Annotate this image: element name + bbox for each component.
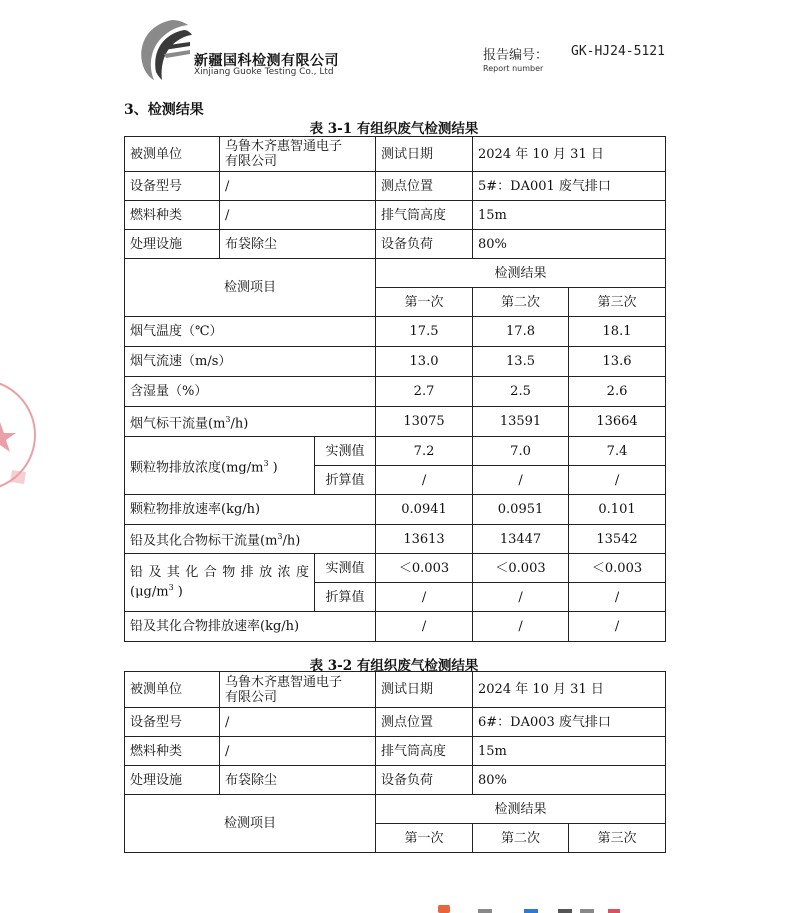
cell-value: / — [569, 612, 666, 642]
facility-value: 布袋除尘 — [220, 230, 376, 259]
report-number-label: 报告编号： — [483, 48, 549, 63]
height-label: 排气筒高度 — [376, 737, 473, 766]
row-label: 颗粒物排放速率(kg/h) — [125, 495, 376, 525]
model-label: 设备型号 — [125, 172, 220, 201]
table-row — [125, 708, 666, 737]
run-1-header: 第一次 — [376, 824, 473, 853]
cell-value: / — [473, 466, 569, 495]
fuel-value: / — [220, 737, 376, 766]
item-header: 检测项目 — [125, 795, 376, 853]
cell-value: / — [376, 612, 473, 642]
run-3-header: 第三次 — [569, 824, 666, 853]
load-value: 80% — [473, 230, 666, 259]
result-header: 检测结果 — [376, 795, 666, 824]
table-row — [125, 259, 666, 288]
row-label: 铅及其化合物排放浓度 ($\mu g/m^3$ ) — [125, 554, 315, 612]
row-label: 铅及其化合物排放速率(kg/h) — [125, 612, 376, 642]
section-title: 3、检测结果 — [124, 102, 204, 118]
result-header: 检测结果 — [376, 259, 666, 288]
table-row — [125, 317, 666, 347]
unit-value: 乌鲁木齐惠智通电子 有限公司 — [220, 672, 376, 708]
cell-value: 13075 — [376, 407, 473, 437]
load-label: 设备负荷 — [376, 230, 473, 259]
cell-value: 0.0951 — [473, 495, 569, 525]
cell-value: / — [569, 583, 666, 612]
table-row — [125, 437, 666, 466]
cell-value: 0.0941 — [376, 495, 473, 525]
table2 — [124, 671, 666, 853]
table1 — [124, 136, 666, 642]
model-value: / — [220, 172, 376, 201]
run-3-header: 第三次 — [569, 288, 666, 317]
table-row — [125, 495, 666, 525]
point-value: 5#：DA001 废气排口 — [473, 172, 666, 201]
row-label: 烟气流速（m/s） — [125, 347, 376, 377]
report-number: GK-HJ24-5121 — [571, 44, 665, 59]
cell-value: 13613 — [376, 525, 473, 554]
cell-value: 17.8 — [473, 317, 569, 347]
cell-value: 13.5 — [473, 347, 569, 377]
fuel-label: 燃料种类 — [125, 201, 220, 230]
cell-value: / — [376, 583, 473, 612]
row-label: 颗粒物排放浓度($mg/m^3$ ) — [125, 437, 315, 495]
date-value: 2024 年 10 月 31 日 — [473, 672, 666, 708]
cell-value: / — [569, 466, 666, 495]
cell-value: 2.5 — [473, 377, 569, 407]
row-label: 烟气温度（℃） — [125, 317, 376, 347]
unit-label: 被测单位 — [125, 137, 220, 172]
table-row — [125, 612, 666, 642]
stamp-seal-icon — [0, 360, 40, 510]
row-label: 烟气标干流量$(m^3/h)$ — [125, 407, 376, 437]
measured-label: 实测值 — [315, 437, 376, 466]
cell-value: ＜0.003 — [473, 554, 569, 583]
viewer-toolbar-fragment — [438, 903, 638, 913]
fuel-label: 燃料种类 — [125, 737, 220, 766]
company-name-cn: 新疆国科检测有限公司 — [194, 53, 339, 69]
measured-label: 实测值 — [315, 554, 376, 583]
table-row — [125, 377, 666, 407]
table1-title: 表 3-1 有组织废气检测结果 — [309, 121, 479, 137]
table-row — [125, 795, 666, 824]
date-label: 测试日期 — [376, 137, 473, 172]
cell-value: ＜0.003 — [569, 554, 666, 583]
facility-label: 处理设施 — [125, 766, 220, 795]
facility-label: 处理设施 — [125, 230, 220, 259]
table-row — [125, 672, 666, 708]
model-value: / — [220, 708, 376, 737]
date-label: 测试日期 — [376, 672, 473, 708]
cell-value: 0.101 — [569, 495, 666, 525]
report-number-label-en: Report number — [483, 64, 544, 73]
run-2-header: 第二次 — [473, 824, 569, 853]
cell-value: 2.7 — [376, 377, 473, 407]
table-row — [125, 172, 666, 201]
height-value: 15m — [473, 201, 666, 230]
cell-value: 13.0 — [376, 347, 473, 377]
model-label: 设备型号 — [125, 708, 220, 737]
unit-label: 被测单位 — [125, 672, 220, 708]
cell-value: 13664 — [569, 407, 666, 437]
table2-title: 表 3-2 有组织废气检测结果 — [309, 658, 479, 674]
cell-value: / — [473, 583, 569, 612]
point-value: 6#：DA003 废气排口 — [473, 708, 666, 737]
table-row — [125, 201, 666, 230]
cell-value: 13.6 — [569, 347, 666, 377]
table-row — [125, 137, 666, 172]
table-row — [125, 766, 666, 795]
cell-value: / — [376, 466, 473, 495]
row-label: 铅及其化合物标干流量$(m^3/h)$ — [125, 525, 376, 554]
cell-value: 13447 — [473, 525, 569, 554]
cell-value: ＜0.003 — [376, 554, 473, 583]
row-label: 含湿量（%） — [125, 377, 376, 407]
table-row — [125, 230, 666, 259]
table-row — [125, 737, 666, 766]
table-row — [125, 347, 666, 377]
cell-value: 13542 — [569, 525, 666, 554]
converted-label: 折算值 — [315, 466, 376, 495]
unit-value: 乌鲁木齐惠智通电子 有限公司 — [220, 137, 376, 172]
company-logo-icon — [132, 16, 192, 82]
load-value: 80% — [473, 766, 666, 795]
table-row — [125, 554, 666, 583]
table-row — [125, 407, 666, 437]
load-label: 设备负荷 — [376, 766, 473, 795]
company-name-en: Xinjiang Guoke Testing Co., Ltd — [194, 67, 334, 77]
point-label: 测点位置 — [376, 172, 473, 201]
fuel-value: / — [220, 201, 376, 230]
table-row — [125, 525, 666, 554]
run-1-header: 第一次 — [376, 288, 473, 317]
cell-value: 18.1 — [569, 317, 666, 347]
cell-value: 17.5 — [376, 317, 473, 347]
cell-value: / — [473, 612, 569, 642]
cell-value: 13591 — [473, 407, 569, 437]
cell-value: 7.0 — [473, 437, 569, 466]
point-label: 测点位置 — [376, 708, 473, 737]
run-2-header: 第二次 — [473, 288, 569, 317]
cell-value: 7.2 — [376, 437, 473, 466]
height-value: 15m — [473, 737, 666, 766]
date-value: 2024 年 10 月 31 日 — [473, 137, 666, 172]
converted-label: 折算值 — [315, 583, 376, 612]
cell-value: 7.4 — [569, 437, 666, 466]
height-label: 排气筒高度 — [376, 201, 473, 230]
facility-value: 布袋除尘 — [220, 766, 376, 795]
cell-value: 2.6 — [569, 377, 666, 407]
item-header: 检测项目 — [125, 259, 376, 317]
